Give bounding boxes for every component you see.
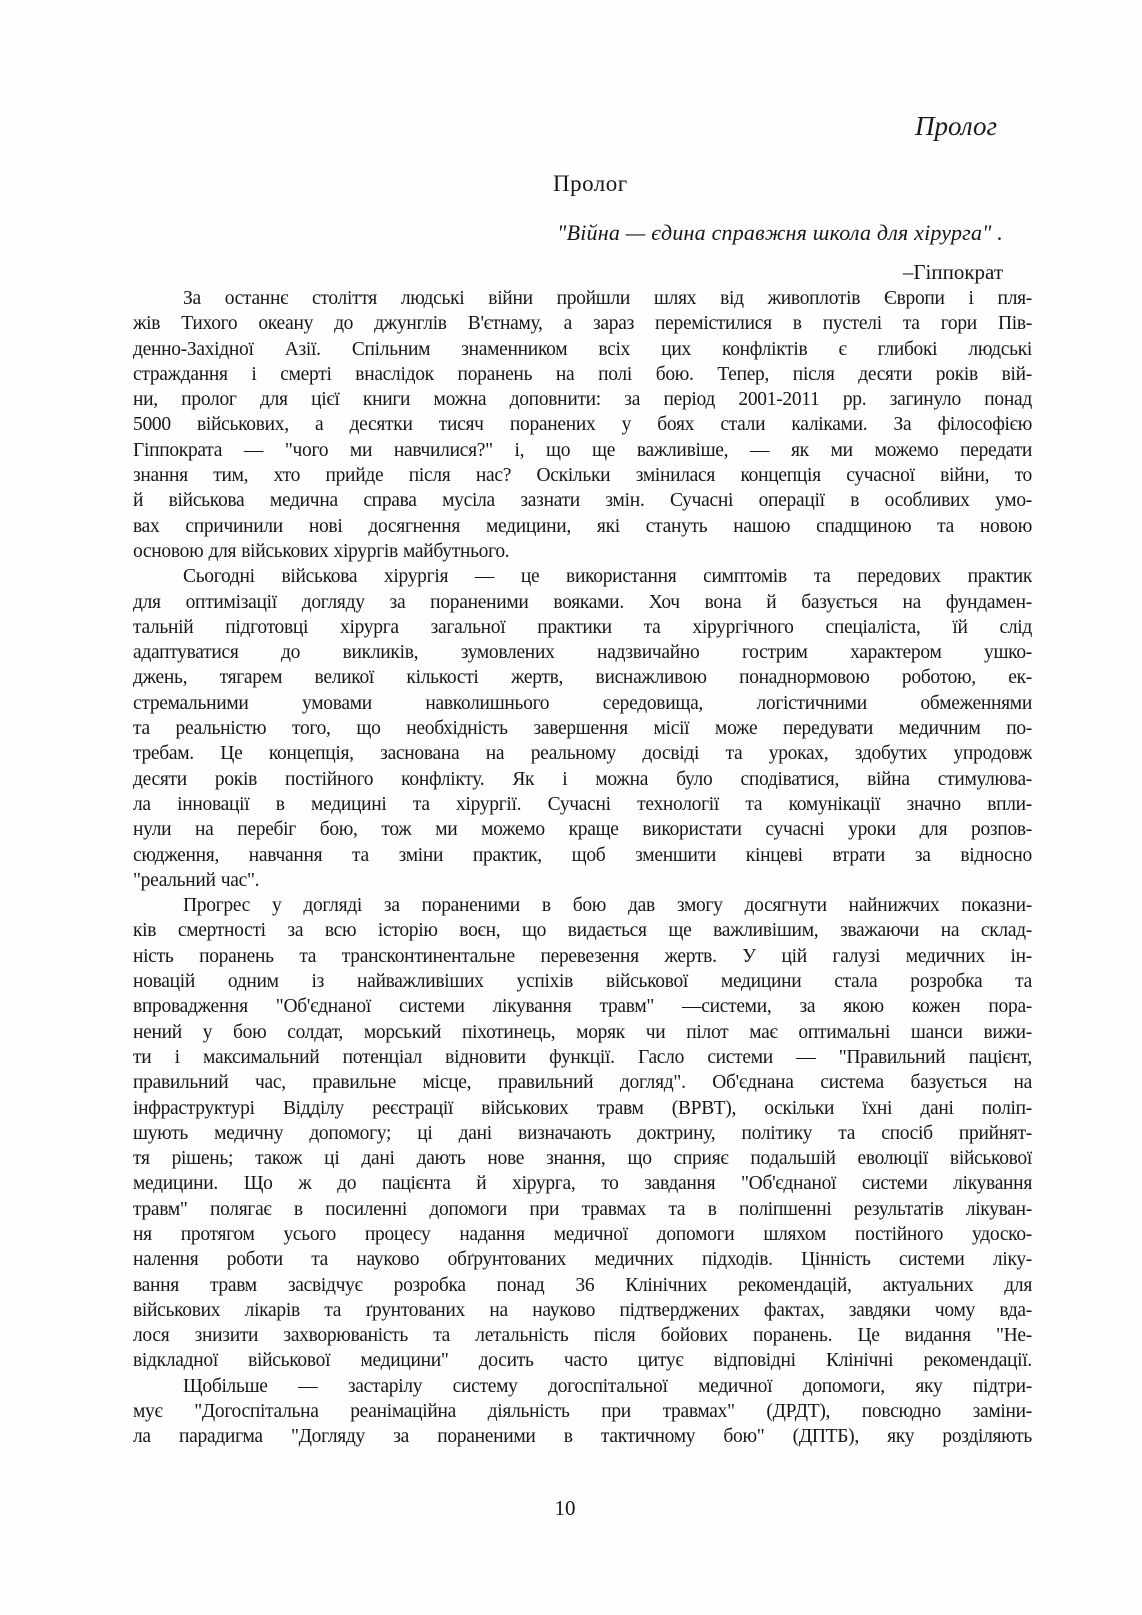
text-line: тальній підготовці хірурга загальної практики та хірургічного спеціаліста, їй слід (133, 616, 1032, 638)
text-line: ня протягом усього процесу надання медичної допомоги шляхом постійного удоско- (133, 1223, 1032, 1245)
text-line: 5000 військових, а десятки тисяч поранених у боях стали каліками. За філософією (133, 414, 1032, 436)
text-line: десяти років постійного конфлікту. Як і можна було сподіватися, війна стимулюва- (133, 768, 1032, 790)
text-line: ків смертності за всю історію воєн, що видається ще важливішим, зважаючи на склад- (133, 920, 1032, 942)
text-line: медицини. Що ж до пацієнта й хірурга, то завдання "Об'єднаної системи лікування (133, 1173, 1032, 1195)
text-line: правильний час, правильне місце, правильний догляд". Об'єднана система базується на (133, 1072, 1032, 1094)
text-line: Прогрес у догляді за пораненими в бою дав змогу досягнути найнижчих показни- (183, 895, 1032, 917)
text-line: Сьогодні військова хірургія — це використання симптомів та передових практик (183, 566, 1032, 588)
text-line: травм" полягає в посиленні допомоги при травмах та в поліпшенні результатів лікуван- (133, 1198, 1032, 1220)
body-text (133, 286, 1032, 1450)
text-line: нули на перебіг бою, тож ми можемо краще використати сучасні уроки для розпов- (133, 819, 1032, 841)
text-line: ни, пролог для цієї книги можна доповнити: за період 2001-2011 рр. загинуло понад (133, 389, 1032, 411)
text-line: стремальними умовами навколишнього середовища, логістичними обмеженнями (133, 692, 1032, 714)
section-title: Пролог (553, 171, 628, 196)
text-line: та реальністю того, що необхідність завершення місії може передувати медичним по- (133, 718, 1032, 740)
text-line: жів Тихого океану до джунглів В'єтнаму, а зараз перемістилися в пустелі та гори Пів- (133, 313, 1032, 335)
text-line: денно-Західної Азії. Спільним знаменником всіх цих конфліктів є глибокі людські (133, 338, 1032, 360)
text-line: ність поранень та трансконтинентальне перевезення жертв. У цій галузі медичних ін- (133, 945, 1032, 967)
running-header: Пролог (915, 111, 997, 141)
text-line: Гіппократа — "чого ми навчилися?" і, що ще важливіше, — як ми можемо передати (133, 439, 1032, 461)
text-line: знання тим, хто прийде після нас? Оскільки змінилася концепція сучасної війни, то (133, 465, 1032, 487)
page-number: 10 (554, 1496, 576, 1520)
text-line: військових лікарів та ґрунтованих на науково підтверджених фактах, завдяки чому вда- (133, 1299, 1032, 1321)
text-line: налення роботи та науково обґрунтованих медичних підходів. Цінність системи ліку- (133, 1249, 1032, 1271)
text-line: впровадження "Об'єднаної системи лікування травм" —системи, за якою кожен пора- (133, 996, 1032, 1018)
text-line: тя рішень; також ці дані дають нове знання, що сприяє подальшій еволюції військової (133, 1148, 1032, 1170)
text-line: За останнє століття людські війни пройшли шлях від живоплотів Європи і пля- (183, 288, 1032, 309)
text-line: основою для військових хірургів майбутнього. (133, 540, 510, 562)
text-line: мує "Догоспітальна реанімаційна діяльність при травмах" (ДРДТ), повсюдно заміни- (133, 1401, 1032, 1423)
text-line: требам. Це концепція, заснована на реальному досвіді та уроках, здобутих упродовж (133, 743, 1032, 765)
text-line: ла парадигма "Догляду за пораненими в тактичному бою" (ДПТБ), яку розділяють (133, 1426, 1032, 1448)
text-line: лося знизити захворюваність та летальність після бойових поранень. Це видання "Не- (133, 1325, 1032, 1347)
text-line: ти і максимальний потенціал відновити функції. Гасло системи — "Правильний пацієнт, (133, 1046, 1032, 1068)
text-line: ла інновації в медицині та хірургії. Сучасні технології та комунікації значно впли- (133, 793, 1032, 815)
text-line: вах спричинили нові досягнення медицини, які стануть нашою спадщиною та новою (133, 515, 1032, 537)
text-line: шують медичну допомогу; ці дані визначають доктрину, політику та спосіб прийнят- (133, 1122, 1032, 1144)
text-line: Щобільше — застарілу систему догоспітальної медичної допомоги, яку підтри- (183, 1375, 1032, 1397)
epigraph-attribution: –Гіппократ (902, 260, 1003, 284)
text-line: сюдження, навчання та зміни практик, щоб зменшити кінцеві втрати за відносно (133, 844, 1032, 866)
text-line: джень, тягарем великої кількості жертв, виснажливою понаднормовою роботою, ек- (133, 667, 1032, 689)
text-line: нений у бою солдат, морський піхотинець, моряк чи пілот має оптимальні шанси вижи- (133, 1021, 1032, 1043)
text-line: вання травм засвідчує розробка понад 36 Клінічних рекомендацій, актуальних для (133, 1274, 1032, 1296)
text-line: й військова медична справа мусіла зазнати змін. Сучасні операції в особливих умо- (133, 490, 1032, 512)
text-line: новацій одним із найважливіших успіхів військової медицини стала розробка та (133, 971, 1032, 993)
text-line: страждання і смерті внаслідок поранень на полі бою. Тепер, після десяти років вій- (133, 363, 1032, 385)
epigraph (557, 219, 1003, 285)
text-line: для оптимізації догляду за пораненими вояками. Хоч вона й базується на фундамен- (133, 591, 1032, 613)
text-line: інфраструктурі Відділу реєстрації військових травм (ВРВТ), оскільки їхні дані поліп- (133, 1097, 1032, 1119)
epigraph-quote: "Війна — єдина справжня школа для хірурга" . (557, 220, 1003, 245)
text-line: відкладної військової медицини" досить часто цитує відповідні Клінічні рекомендації. (133, 1350, 1032, 1372)
text-line: адаптуватися до викликів, зумовлених надзвичайно гострим характером ушко- (133, 642, 1032, 664)
text-line: "реальний час". (133, 869, 260, 891)
